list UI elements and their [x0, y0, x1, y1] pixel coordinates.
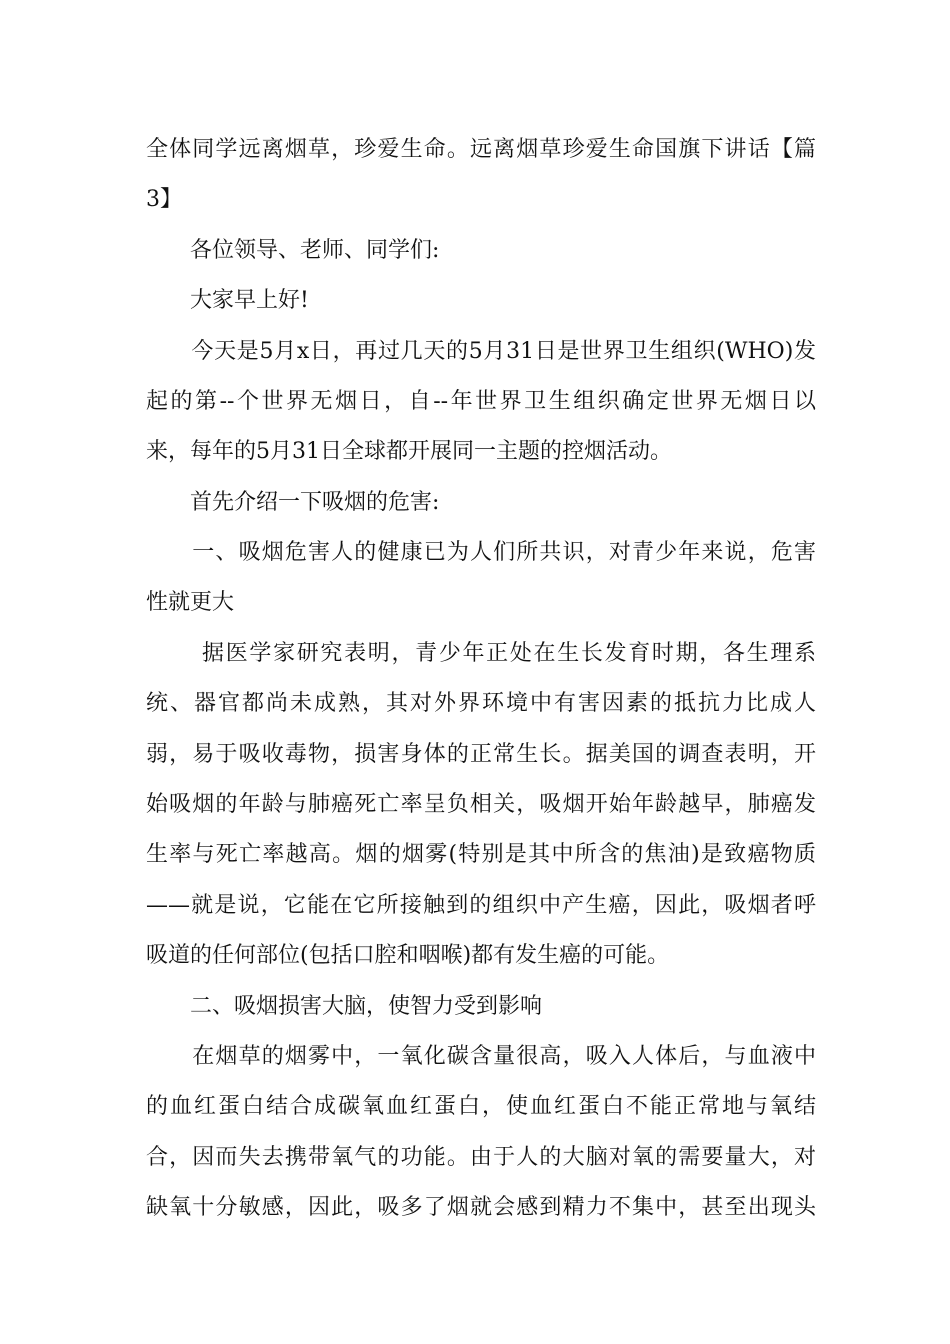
text-line: 性就更大	[146, 590, 235, 615]
text-line: 吸道的任何部位(包括口腔和咽喉)都有发生癌的可能。	[146, 943, 670, 968]
text-line: 大家早上好!	[146, 288, 309, 313]
text-line: 一、吸烟危害人的健康已为人们所共识，对青少年来说，危害	[146, 540, 816, 565]
text-line: 起的第--个世界无烟日，自--年世界卫生组织确定世界无烟日以	[146, 389, 816, 414]
text-line: 据医学家研究表明，青少年正处在生长发育时期，各生理系	[146, 641, 816, 666]
text-line: 来，每年的5月31日全球都开展同一主题的控烟活动。	[146, 439, 672, 464]
text-line: 统、器官都尚未成熟，其对外界环境中有害因素的抵抗力比成人	[146, 691, 816, 716]
text-line: 缺氧十分敏感，因此，吸多了烟就会感到精力不集中，甚至出现头	[146, 1195, 816, 1220]
text-line: 各位领导、老师、同学们:	[146, 238, 440, 263]
text-line: 生率与死亡率越高。烟的烟雾(特别是其中所含的焦油)是致癌物质	[146, 842, 816, 867]
text-line: 今天是5月x日，再过几天的5月31日是世界卫生组织(WHO)发	[146, 339, 816, 364]
text-line: ——就是说，它能在它所接触到的组织中产生癌，因此，吸烟者呼	[146, 893, 816, 918]
text-line: 全体同学远离烟草，珍爱生命。远离烟草珍爱生命国旗下讲话【篇	[146, 137, 816, 162]
text-line: 3】	[146, 187, 182, 212]
text-line: 二、吸烟损害大脑，使智力受到影响	[146, 994, 543, 1019]
text-line: 合，因而失去携带氧气的功能。由于人的大脑对氧的需要量大，对	[146, 1145, 816, 1170]
text-line: 始吸烟的年龄与肺癌死亡率呈负相关，吸烟开始年龄越早，肺癌发	[146, 792, 816, 817]
text-line: 在烟草的烟雾中，一氧化碳含量很高，吸入人体后，与血液中	[146, 1044, 816, 1069]
text-line: 的血红蛋白结合成碳氧血红蛋白，使血红蛋白不能正常地与氧结	[146, 1094, 816, 1119]
text-line: 首先介绍一下吸烟的危害:	[146, 490, 440, 515]
text-line: 弱，易于吸收毒物，损害身体的正常生长。据美国的调查表明，开	[146, 742, 816, 767]
